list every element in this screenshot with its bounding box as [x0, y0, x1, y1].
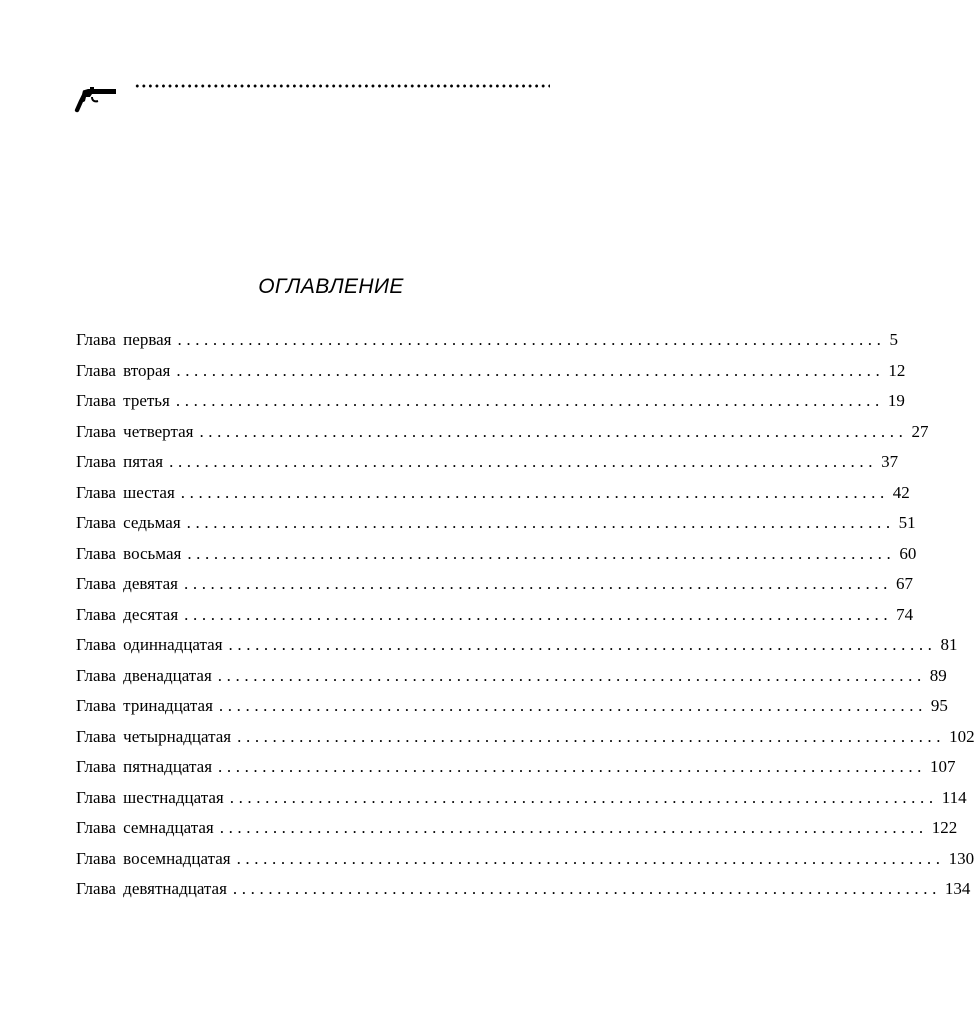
- dot-leader: ................................................................................: [217, 665, 926, 685]
- toc-entry-label: Глава четырнадцатая: [76, 726, 232, 746]
- dot-leader: ................................................................................: [184, 574, 892, 593]
- toc-entry: [76, 787, 967, 819]
- toc-entry-label: Глава первая: [76, 330, 172, 349]
- dot-leader: ................................................................................: [237, 726, 946, 746]
- toc-entry: [76, 391, 905, 422]
- toc-entry-label: Глава восьмая: [76, 543, 182, 563]
- toc-entry: [76, 452, 899, 483]
- toc-entry: [76, 818, 958, 849]
- toc-entry-page-number: 81: [940, 635, 958, 654]
- toc-entry-label: Глава тринадцатая: [76, 696, 213, 715]
- dot-leader: ................................................................................: [186, 513, 895, 532]
- toc-entry: [76, 665, 947, 697]
- toc-entry: [76, 696, 948, 727]
- dot-leader: ................................................................................: [218, 757, 927, 776]
- header-ornament: [76, 76, 550, 116]
- revolver-icon: [76, 86, 118, 114]
- toc-entry: [76, 330, 898, 361]
- toc-entry-page-number: 67: [896, 574, 913, 593]
- dotted-rule: [134, 84, 550, 88]
- toc-entry-page-number: 89: [929, 665, 947, 685]
- toc-entry-page-number: 122: [931, 818, 958, 837]
- toc-entry-page-number: 5: [889, 330, 898, 349]
- dot-leader: ................................................................................: [232, 879, 941, 898]
- toc-entry-label: Глава семнадцатая: [76, 818, 214, 837]
- toc-entry: [76, 421, 929, 453]
- dot-leader: ................................................................................: [218, 696, 927, 715]
- toc-entry: [76, 879, 971, 910]
- toc-entry-page-number: 102: [949, 726, 975, 746]
- toc-entry-page-number: 74: [896, 604, 914, 624]
- toc-entry-label: Глава девятая: [76, 574, 178, 593]
- toc-entry-label: Глава седьмая: [76, 513, 181, 532]
- toc-entry: [76, 543, 917, 575]
- toc-entry-page-number: 114: [941, 787, 967, 807]
- dot-leader: ................................................................................: [187, 543, 896, 563]
- toc-entry-label: Глава вторая: [76, 360, 171, 380]
- toc-entry-page-number: 19: [887, 391, 905, 410]
- toc-entry-label: Глава двенадцатая: [76, 665, 212, 685]
- toc-entry-label: Глава пятая: [76, 452, 164, 471]
- toc-entry-page-number: 51: [898, 513, 916, 532]
- dot-leader: ................................................................................: [175, 391, 884, 410]
- dot-leader: ................................................................................: [184, 604, 893, 624]
- toc-entry: [76, 360, 906, 392]
- dot-leader: ................................................................................: [180, 482, 889, 502]
- toc-entry-label: Глава четвертая: [76, 421, 194, 441]
- table-of-contents: [76, 330, 975, 910]
- toc-entry-label: Глава шестая: [76, 482, 175, 502]
- toc-entry: [76, 604, 914, 636]
- dot-leader: ................................................................................: [199, 421, 908, 441]
- toc-entry-label: Глава восемнадцатая: [76, 848, 231, 868]
- toc-entry: [76, 513, 916, 544]
- toc-entry: [76, 848, 975, 880]
- toc-entry-label: Глава десятая: [76, 604, 179, 624]
- dot-leader: ................................................................................: [229, 787, 938, 807]
- dot-leader: ................................................................................: [176, 360, 885, 380]
- toc-entry-label: Глава пятнадцатая: [76, 757, 213, 776]
- toc-entry-label: Глава шестнадцатая: [76, 787, 224, 807]
- toc-entry-page-number: 37: [881, 452, 899, 471]
- toc-entry-page-number: 12: [888, 360, 906, 380]
- toc-entry-page-number: 107: [930, 757, 956, 776]
- toc-entry-page-number: 27: [911, 421, 929, 441]
- dot-leader: ................................................................................: [177, 330, 886, 349]
- toc-entry-page-number: 42: [892, 482, 910, 502]
- toc-entry-page-number: 130: [948, 848, 975, 868]
- dot-leader: ................................................................................: [169, 452, 878, 471]
- dot-leader: ................................................................................: [219, 818, 928, 837]
- dot-leader: ................................................................................: [236, 848, 945, 868]
- toc-entry: [76, 635, 958, 666]
- toc-title: ОГЛАВЛЕНИЕ: [258, 275, 404, 298]
- toc-entry-page-number: 134: [944, 879, 971, 898]
- toc-entry: [76, 726, 975, 758]
- toc-entry: [76, 482, 910, 514]
- toc-entry-page-number: 95: [930, 696, 948, 715]
- toc-entry-page-number: 60: [899, 543, 917, 563]
- toc-entry-label: Глава третья: [76, 391, 170, 410]
- dot-leader: ................................................................................: [228, 635, 937, 654]
- toc-entry-label: Глава девятнадцатая: [76, 879, 227, 898]
- toc-entry-label: Глава одиннадцатая: [76, 635, 223, 654]
- toc-entry: [76, 574, 913, 605]
- toc-entry: [76, 757, 956, 788]
